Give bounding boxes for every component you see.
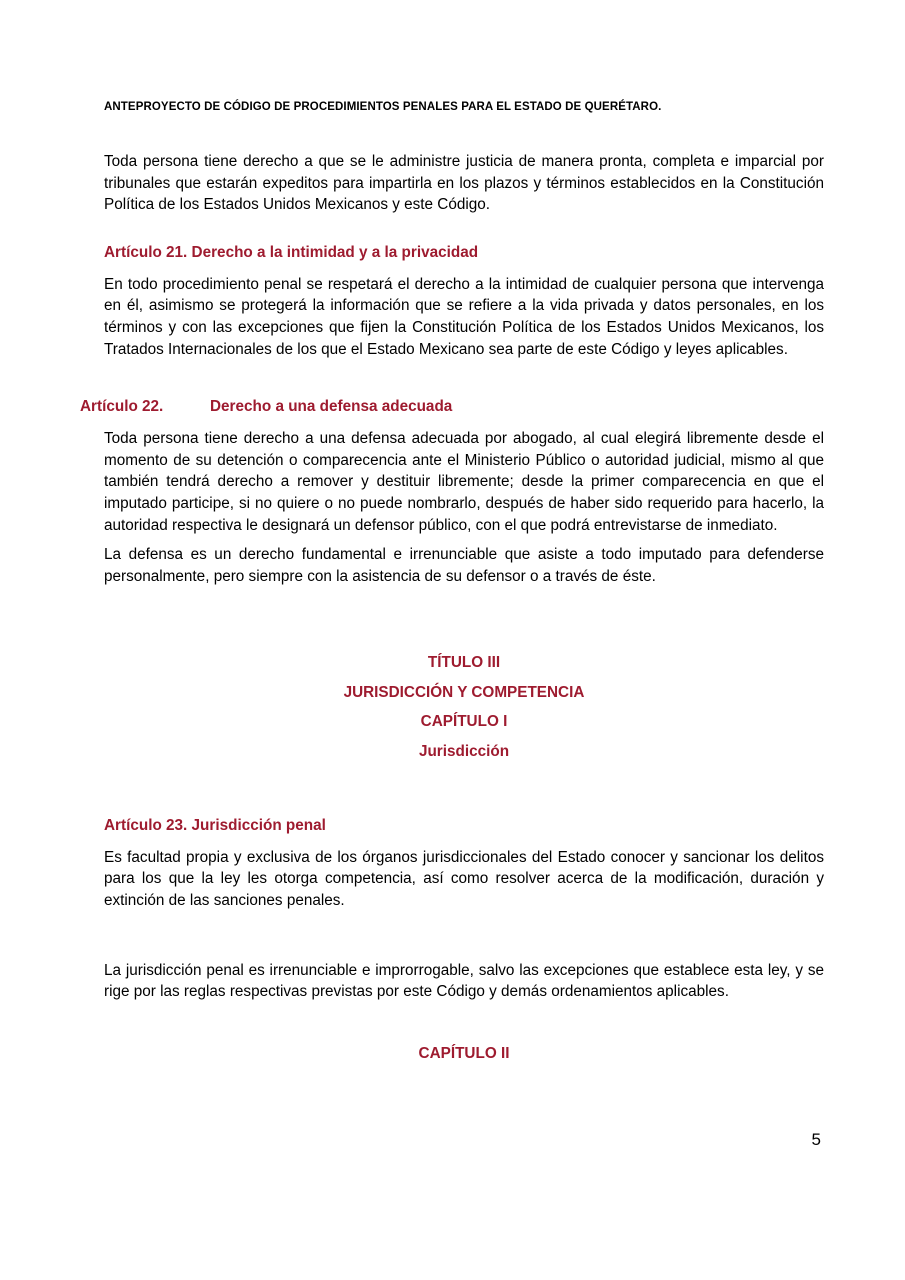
document-header: ANTEPROYECTO DE CÓDIGO DE PROCEDIMIENTOS PENALES PARA EL ESTADO DE QUERÉTARO. [104, 101, 662, 113]
article-21-heading: Artículo 21. Derecho a la intimidad y a la privacidad [104, 244, 479, 262]
article-23-heading: Artículo 23. Jurisdicción penal [104, 817, 326, 835]
page-content [80, 100, 824, 1069]
article-22-number: Artículo 22. [80, 398, 164, 416]
title-line-1: TÍTULO III [427, 653, 501, 671]
chapter-ii-heading [104, 1039, 824, 1069]
article-23-body-1: Es facultad propia y exclusiva de los órganos jurisdiccionales del Estado conocer y sancionar los delitos para los que la ley les otorga competencia, así como resolver acerca de la modificación, duración y extinción de las sanciones penales. [104, 848, 824, 909]
article-22-heading [80, 396, 824, 417]
title-line-2: JURISDICCIÓN Y COMPETENCIA [343, 683, 585, 701]
title-line-3: CAPÍTULO I [420, 713, 508, 731]
title-block [104, 648, 824, 767]
article-23-body-2: La jurisdicción penal es irrenunciable e improrrogable, salvo las excepciones que establece esta ley, y se rige por las reglas respectivas previstas por este Código y demás ordenamientos aplicables. [104, 961, 824, 1001]
article-22-title: Derecho a una defensa adecuada [210, 398, 453, 416]
article-22-body-2: La defensa es un derecho fundamental e irrenunciable que asiste a todo imputado para defenderse personalmente, pero siempre con la asistencia de su defensor o a través de éste. [104, 546, 824, 586]
chapter-ii-label: CAPÍTULO II [418, 1045, 510, 1063]
title-line-4: Jurisdicción [418, 743, 510, 761]
page-number: 5 [811, 1130, 821, 1149]
paragraph-intro: Toda persona tiene derecho a que se le administre justicia de manera pronta, completa e imparcial por tribunales que estarán expeditos para impartirla en los plazos y términos establecidos en la Constitución Política de los Estados Unidos Mexicanos y este Código. [104, 152, 824, 214]
article-22-body-1: Toda persona tiene derecho a una defensa adecuada por abogado, al cual elegirá libremente desde el momento de su detención o comparecencia ante el Ministerio Público o autoridad judicial, mismo al que también tendrá derecho a remover y destituir libremente; desde la primer comparecencia en que el imputado participe, si no quiere o no puede nombrarlo, después de haber sido requerido para hacerlo, la autoridad respectiva le designará un defensor público, con el que podrá entrevistarse de inmediato. [104, 429, 824, 534]
article-21-body: En todo procedimiento penal se respetará el derecho a la intimidad de cualquier persona que intervenga en él, asimismo se protegerá la información que se refiere a la vida privada y datos personales, en los términos y con las excepciones que fijen la Constitución Política de los Estados Unidos Mexicanos, los Tratados Internacionales de los que el Estado Mexicano sea parte de este Código y leyes aplicables. [104, 275, 824, 358]
